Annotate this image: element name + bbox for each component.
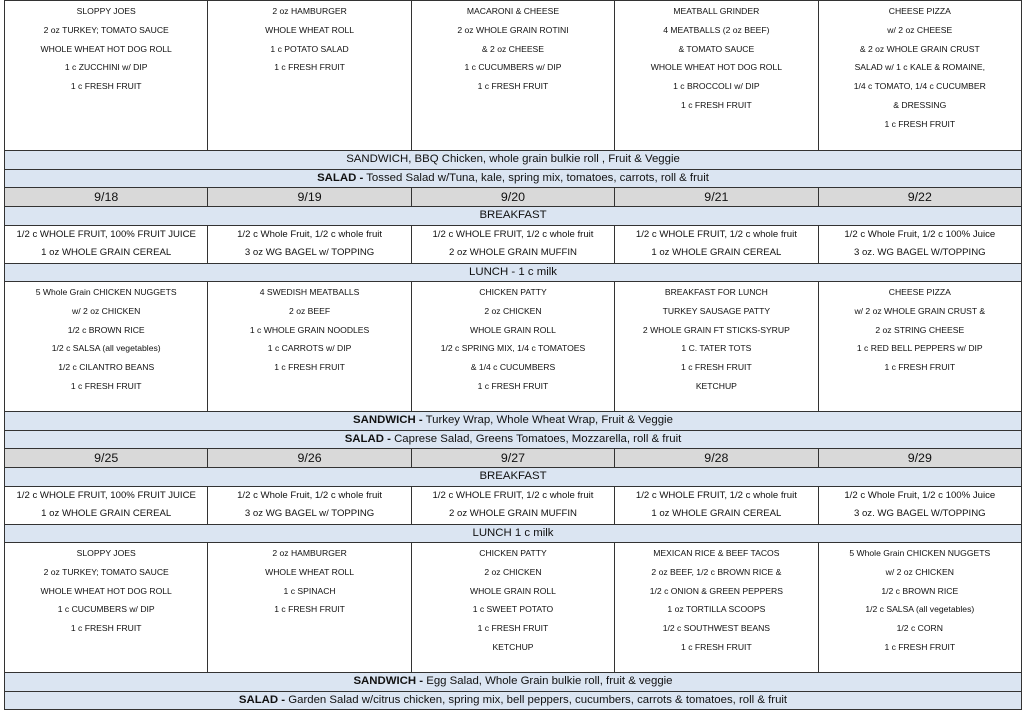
menu-item-line: 2 oz BEEF	[289, 305, 331, 316]
menu-item-line: 2 oz CHICKEN	[484, 566, 542, 577]
date-cell: 9/19	[208, 188, 411, 207]
menu-item-line: w/ 2 oz WHOLE GRAIN CRUST &	[854, 305, 986, 316]
breakfast-item-line: 1/2 c Whole Fruit, 1/2 c whole fruit	[237, 228, 383, 240]
menu-item-line: 2 oz HAMBURGER	[272, 6, 347, 16]
sandwich-row-cell	[5, 673, 1022, 692]
breakfast-item-line: 1/2 c WHOLE FRUIT, 1/2 c whole fruit	[432, 228, 594, 240]
menu-item-line: WHOLE GRAIN ROLL	[469, 585, 556, 596]
menu-item-line: 1 c BROCCOLI w/ DIP	[673, 81, 760, 92]
breakfast-item-line: 1 oz WHOLE GRAIN CEREAL	[651, 247, 782, 258]
breakfast-item-line: 1/2 c Whole Fruit, 1/2 c whole fruit	[237, 489, 383, 501]
salad-row-text: Caprese Salad, Greens Tomatoes, Mozzarella, roll & fruit	[390, 432, 682, 445]
breakfast-item-line: 1/2 c Whole Fruit, 1/2 c 100% Juice	[844, 489, 996, 501]
sandwich-row-cell	[5, 412, 1022, 431]
menu-item-line: KETCHUP	[695, 380, 737, 391]
menu-item-line: 1 c FRESH FRUIT	[884, 641, 956, 652]
menu-item-line: w/ 2 oz CHICKEN	[885, 566, 954, 577]
salad-row-cell	[5, 691, 1022, 710]
breakfast-item-line: 1 oz WHOLE GRAIN CEREAL	[651, 508, 782, 519]
menu-item-line: & 1/4 c CUCUMBERS	[470, 362, 556, 373]
date-cell: 9/26	[208, 449, 411, 468]
salad-row	[5, 169, 1022, 188]
menu-item-line: 1 c FRESH FRUIT	[70, 623, 142, 634]
menu-item-line: 1 c SWEET POTATO	[472, 604, 554, 615]
salad-row-cell	[5, 169, 1022, 188]
menu-item-line: 1 c POTATO SALAD	[270, 43, 349, 54]
menu-item-line: 1 c CARROTS w/ DIP	[267, 343, 352, 354]
lunch-header-cell: LUNCH - 1 c milk	[5, 263, 1022, 282]
breakfast-header	[5, 207, 1022, 226]
menu-item-line: MEATBALL GRINDER	[673, 6, 760, 16]
menu-item-line: 2 oz CHICKEN	[484, 305, 542, 316]
breakfast-cell	[411, 486, 614, 524]
menu-item-line: 1/2 c ONION & GREEN PEPPERS	[649, 585, 783, 596]
menu-item-line: 1 c FRESH FRUIT	[477, 81, 549, 92]
breakfast-row	[5, 486, 1022, 524]
breakfast-item-line: 1/2 c WHOLE FRUIT, 100% FRUIT JUICE	[16, 489, 196, 501]
lunch-row	[5, 282, 1022, 412]
breakfast-item-line: 3 oz. WG BAGEL W/TOPPING	[853, 247, 986, 258]
sandwich-row-label: SANDWICH -	[353, 675, 424, 687]
menu-item-line: KETCHUP	[492, 641, 534, 652]
menu-item-line: CHEESE PIZZA	[888, 6, 951, 16]
menu-item-line: WHOLE GRAIN ROLL	[469, 324, 556, 335]
date-cell: 9/25	[5, 449, 208, 468]
breakfast-item-line: 1 oz WHOLE GRAIN CEREAL	[41, 508, 172, 519]
lunch-cell	[411, 1, 614, 151]
date-cell: 9/28	[615, 449, 818, 468]
menu-item-line: 1/2 c SALSA (all vegetables)	[51, 343, 161, 354]
breakfast-item-line: 2 oz WHOLE GRAIN MUFFIN	[449, 508, 577, 519]
menu-item-line: MACARONI & CHEESE	[466, 6, 560, 16]
date-row	[5, 449, 1022, 468]
breakfast-item-line: 1 oz WHOLE GRAIN CEREAL	[41, 247, 172, 258]
breakfast-cell	[208, 225, 411, 263]
menu-item-line: & TOMATO SAUCE	[678, 43, 755, 54]
menu-item-line: 1/2 c SPRING MIX, 1/4 c TOMATOES	[440, 343, 586, 354]
breakfast-cell	[411, 225, 614, 263]
sandwich-row	[5, 151, 1022, 170]
menu-item-line: 4 SWEDISH MEATBALLS	[259, 287, 360, 297]
lunch-cell	[615, 1, 818, 151]
breakfast-item-line: 3 oz WG BAGEL w/ TOPPING	[244, 247, 375, 258]
menu-item-line: 1/2 c BROWN RICE	[881, 585, 959, 596]
menu-item-line: 1 c CUCUMBERS w/ DIP	[57, 604, 155, 615]
breakfast-header-cell: BREAKFAST	[5, 207, 1022, 226]
lunch-cell	[818, 1, 1021, 151]
date-cell: 9/18	[5, 188, 208, 207]
menu-item-line: 1 C. TATER TOTS	[681, 343, 752, 354]
menu-item-line: SALAD w/ 1 c KALE & ROMAINE,	[854, 62, 985, 73]
date-cell: 9/21	[615, 188, 818, 207]
menu-item-line: 2 oz STRING CHEESE	[875, 324, 965, 335]
lunch-cell	[208, 282, 411, 412]
menu-item-line: 1/2 c CILANTRO BEANS	[58, 362, 155, 373]
lunch-cell	[818, 543, 1021, 673]
menu-item-line: 1 c FRESH FRUIT	[681, 362, 752, 373]
menu-item-line: 1/2 c SOUTHWEST BEANS	[662, 623, 771, 634]
lunch-menu-calendar	[4, 0, 1022, 710]
date-cell: 9/29	[818, 449, 1021, 468]
breakfast-cell	[615, 225, 818, 263]
menu-item-line: 1 c WHOLE GRAIN NOODLES	[249, 324, 370, 335]
lunch-header	[5, 524, 1022, 543]
lunch-header-cell: LUNCH 1 c milk	[5, 524, 1022, 543]
breakfast-cell	[5, 225, 208, 263]
salad-row-cell	[5, 430, 1022, 449]
menu-item-line: 2 oz HAMBURGER	[272, 548, 347, 558]
sandwich-row	[5, 412, 1022, 431]
menu-item-line: 1 c FRESH FRUIT	[274, 604, 345, 615]
menu-item-line: & 2 oz CHEESE	[481, 43, 545, 54]
menu-item-line: 1 c CUCUMBERS w/ DIP	[464, 62, 562, 73]
menu-item-line: WHOLE WHEAT HOT DOG ROLL	[40, 43, 172, 54]
menu-item-line: 1 c FRESH FRUIT	[884, 118, 956, 129]
menu-item-line: 2 oz TURKEY; TOMATO SAUCE	[43, 566, 169, 577]
breakfast-item-line: 3 oz WG BAGEL w/ TOPPING	[244, 508, 375, 519]
salad-row-text: Tossed Salad w/Tuna, kale, spring mix, tomatoes, carrots, roll & fruit	[363, 171, 709, 184]
menu-item-line: CHICKEN PATTY	[479, 548, 547, 558]
lunch-cell	[411, 543, 614, 673]
breakfast-item-line: 1/2 c WHOLE FRUIT, 1/2 c whole fruit	[635, 489, 797, 501]
menu-item-line: & 2 oz WHOLE GRAIN CRUST	[859, 43, 980, 54]
breakfast-row	[5, 225, 1022, 263]
menu-item-line: w/ 2 oz CHEESE	[887, 24, 953, 35]
menu-item-line: WHOLE WHEAT HOT DOG ROLL	[40, 585, 172, 596]
lunch-cell	[411, 282, 614, 412]
sandwich-row-cell	[5, 151, 1022, 170]
breakfast-cell	[615, 486, 818, 524]
breakfast-item-line: 3 oz. WG BAGEL W/TOPPING	[853, 508, 986, 519]
breakfast-cell	[818, 225, 1021, 263]
menu-item-line: 1 c FRESH FRUIT	[70, 380, 142, 391]
menu-item-line: 5 Whole Grain CHICKEN NUGGETS	[849, 548, 991, 558]
breakfast-cell	[208, 486, 411, 524]
menu-item-line: 1 c ZUCCHINI w/ DIP	[64, 62, 148, 73]
menu-item-line: 5 Whole Grain CHICKEN NUGGETS	[35, 287, 177, 297]
sandwich-row-text: SANDWICH, BBQ Chicken, whole grain bulkie roll , Fruit & Veggie	[346, 153, 680, 165]
salad-row-label: SALAD -	[238, 693, 286, 706]
breakfast-item-line: 1/2 c WHOLE FRUIT, 100% FRUIT JUICE	[16, 228, 196, 240]
menu-item-line: 1/2 c SALSA (all vegetables)	[865, 604, 975, 615]
menu-item-line: 1/4 c TOMATO, 1/4 c CUCUMBER	[853, 81, 986, 92]
menu-item-line: 4 MEATBALLS (2 oz BEEF)	[663, 24, 770, 35]
breakfast-item-line: 2 oz WHOLE GRAIN MUFFIN	[449, 247, 577, 258]
lunch-cell	[615, 282, 818, 412]
salad-row-label: SALAD -	[344, 432, 391, 445]
menu-item-line: 1 c FRESH FRUIT	[681, 99, 752, 110]
salad-row	[5, 691, 1022, 710]
menu-item-line: MEXICAN RICE & BEEF TACOS	[653, 548, 780, 558]
breakfast-item-line: 1/2 c Whole Fruit, 1/2 c 100% Juice	[844, 228, 996, 240]
sandwich-row-text: Egg Salad, Whole Grain bulkie roll, fruit & veggie	[423, 675, 673, 687]
lunch-row	[5, 543, 1022, 673]
sandwich-row-label: SANDWICH -	[353, 414, 423, 426]
menu-item-line: WHOLE WHEAT ROLL	[265, 24, 355, 35]
breakfast-cell	[818, 486, 1021, 524]
menu-item-line: 1 c FRESH FRUIT	[681, 641, 752, 652]
salad-row-text: Garden Salad w/citrus chicken, spring mix, bell peppers, cucumbers, carrots & tomatoes, roll & fruit	[285, 693, 788, 706]
sandwich-row	[5, 673, 1022, 692]
menu-item-line: SLOPPY JOES	[76, 6, 136, 16]
lunch-header	[5, 263, 1022, 282]
menu-item-line: 1 oz TORTILLA SCOOPS	[667, 604, 766, 615]
date-cell: 9/20	[411, 188, 614, 207]
menu-item-line: 1 c FRESH FRUIT	[70, 81, 142, 92]
lunch-row	[5, 1, 1022, 151]
menu-item-line: 2 oz BEEF, 1/2 c BROWN RICE &	[651, 566, 782, 577]
lunch-cell	[5, 1, 208, 151]
menu-item-line: BREAKFAST FOR LUNCH	[664, 287, 768, 297]
sandwich-row-text: Turkey Wrap, Whole Wheat Wrap, Fruit & Veggie	[422, 414, 673, 426]
menu-item-line: 1 c RED BELL PEPPERS w/ DIP	[856, 343, 983, 354]
date-row	[5, 188, 1022, 207]
lunch-cell	[5, 543, 208, 673]
menu-item-line: CHICKEN PATTY	[479, 287, 547, 297]
menu-item-line: 1/2 c CORN	[896, 623, 943, 634]
menu-item-line: 1 c FRESH FRUIT	[274, 62, 345, 73]
breakfast-header	[5, 468, 1022, 487]
menu-item-line: CHEESE PIZZA	[888, 287, 951, 297]
salad-row	[5, 430, 1022, 449]
menu-item-line: 1 c FRESH FRUIT	[884, 362, 956, 373]
menu-item-line: 2 oz WHOLE GRAIN ROTINI	[457, 24, 569, 35]
menu-item-line: WHOLE WHEAT ROLL	[265, 566, 355, 577]
lunch-cell	[208, 1, 411, 151]
menu-item-line: WHOLE WHEAT HOT DOG ROLL	[650, 62, 783, 73]
salad-row-label: SALAD -	[317, 171, 364, 184]
breakfast-header-cell: BREAKFAST	[5, 468, 1022, 487]
menu-item-line: 1 c FRESH FRUIT	[477, 380, 549, 391]
menu-item-line: 2 WHOLE GRAIN FT STICKS-SYRUP	[642, 324, 790, 335]
breakfast-item-line: 1/2 c WHOLE FRUIT, 1/2 c whole fruit	[635, 228, 797, 240]
menu-item-line: 1 c FRESH FRUIT	[477, 623, 549, 634]
breakfast-item-line: 1/2 c WHOLE FRUIT, 1/2 c whole fruit	[432, 489, 594, 501]
date-cell: 9/22	[818, 188, 1021, 207]
menu-item-line: 1 c FRESH FRUIT	[274, 362, 345, 373]
menu-item-line: & DRESSING	[893, 99, 947, 110]
menu-item-line: 1 c SPINACH	[283, 585, 336, 596]
menu-item-line: TURKEY SAUSAGE PATTY	[662, 305, 771, 316]
menu-item-line: 2 oz TURKEY; TOMATO SAUCE	[43, 24, 169, 35]
date-cell: 9/27	[411, 449, 614, 468]
breakfast-cell	[5, 486, 208, 524]
lunch-cell	[615, 543, 818, 673]
menu-item-line: w/ 2 oz CHICKEN	[72, 305, 141, 316]
lunch-cell	[818, 282, 1021, 412]
lunch-cell	[208, 543, 411, 673]
menu-item-line: SLOPPY JOES	[76, 548, 136, 558]
menu-item-line: 1/2 c BROWN RICE	[67, 324, 145, 335]
lunch-cell	[5, 282, 208, 412]
